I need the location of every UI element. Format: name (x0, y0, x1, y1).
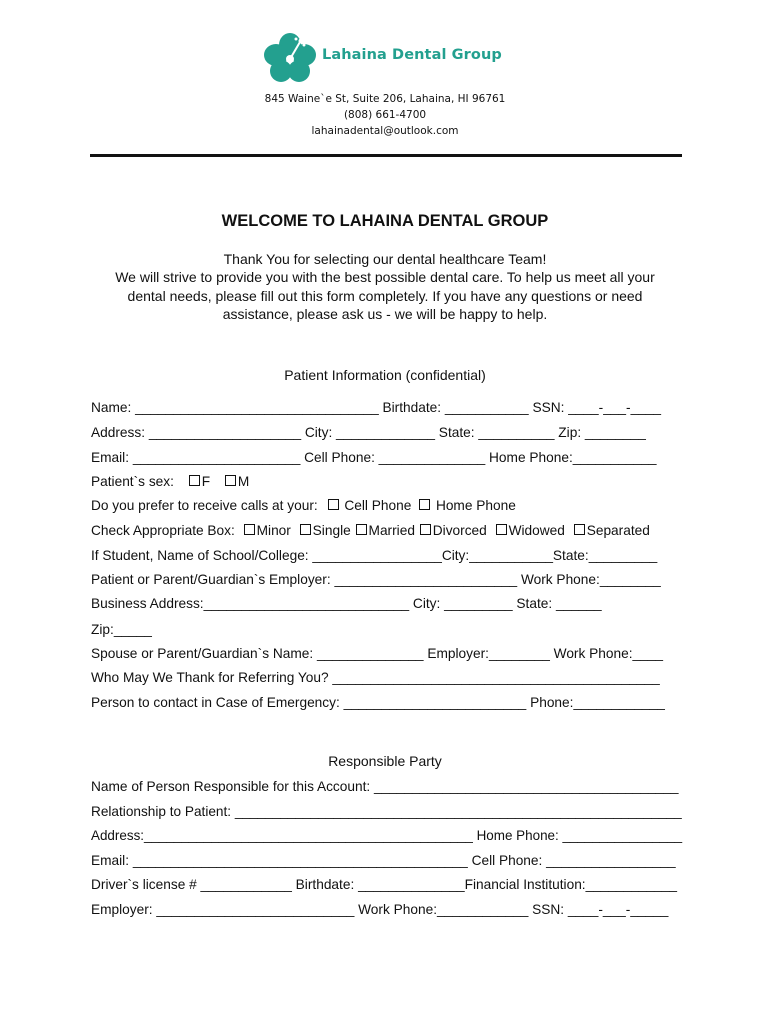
business-address-row[interactable]: Business Address:___________________________ City: _________ State: ______ (91, 596, 602, 611)
referral-row[interactable]: Who May We Thank for Referring You? ___________________________________________ (91, 670, 660, 685)
widowed-option: Widowed (508, 523, 565, 538)
home-phone-option: Home Phone (435, 498, 516, 513)
marital-status-row (91, 523, 650, 538)
separated-checkbox[interactable] (574, 524, 585, 535)
call-preference-label: Do you prefer to receive calls at your: (91, 498, 318, 513)
brand-name: Lahaina Dental Group (322, 47, 502, 63)
intro-text (80, 250, 690, 323)
intro-line: We will strive to provide you with the best possible dental care. To help us meet all your (115, 269, 655, 286)
patient-section-heading: Patient Information (confidential) (284, 367, 486, 383)
emergency-contact-row[interactable]: Person to contact in Case of Emergency: ________________________ Phone:____________ (91, 695, 665, 710)
practice-email: lahainadental@outlook.com (311, 125, 459, 137)
responsible-name-row[interactable]: Name of Person Responsible for this Account: ________________________________________ (91, 779, 679, 794)
married-option: Married (368, 523, 415, 538)
responsible-email-row[interactable]: Email: ____________________________________________ Cell Phone: _________________ (91, 853, 676, 868)
cell-phone-checkbox[interactable] (328, 499, 339, 510)
married-checkbox[interactable] (356, 524, 367, 535)
single-checkbox[interactable] (300, 524, 311, 535)
intro-line: assistance, please ask us - we will be happy to help. (222, 305, 548, 322)
sex-female-checkbox[interactable] (189, 475, 200, 486)
business-zip-row[interactable]: Zip:_____ (91, 622, 152, 637)
patient-name-row[interactable]: Name: ________________________________ Birthdate: ___________ SSN: ____-___-____ (91, 400, 662, 415)
responsible-employer-row[interactable]: Employer: __________________________ Work Phone:____________ SSN: ____-___-_____ (91, 902, 669, 917)
student-school-row[interactable]: If Student, Name of School/College: _________________City:___________State:_________ (91, 548, 658, 563)
patient-employer-row[interactable]: Patient or Parent/Guardian`s Employer: ________________________ Work Phone:________ (91, 572, 661, 587)
minor-checkbox[interactable] (244, 524, 255, 535)
cell-phone-option: Cell Phone (344, 498, 412, 513)
separated-option: Separated (586, 523, 650, 538)
hibiscus-flower-icon (262, 32, 318, 84)
brand-logo (262, 32, 502, 84)
home-phone-checkbox[interactable] (419, 499, 430, 510)
divorced-checkbox[interactable] (420, 524, 431, 535)
intro-line: dental needs, please fill out this form completely. If you have any questions or need (127, 287, 643, 304)
widowed-checkbox[interactable] (496, 524, 507, 535)
marital-status-label: Check Appropriate Box: (91, 523, 235, 538)
sex-male-checkbox[interactable] (225, 475, 236, 486)
relationship-row[interactable]: Relationship to Patient: ___________________________________________________________ (91, 804, 682, 819)
responsible-section-heading: Responsible Party (328, 753, 442, 769)
page-title: WELCOME TO LAHAINA DENTAL GROUP (221, 212, 549, 230)
sex-label: Patient`s sex: (91, 474, 174, 489)
spouse-guardian-row[interactable]: Spouse or Parent/Guardian`s Name: ______________ Employer:________ Work Phone:____ (91, 646, 663, 661)
patient-email-row[interactable]: Email: ______________________ Cell Phone: ______________ Home Phone:___________ (91, 450, 657, 465)
patient-address-row[interactable]: Address: ____________________ City: _____________ State: __________ Zip: ________ (91, 425, 646, 440)
responsible-address-row[interactable]: Address:____________________________________________ Home Phone: ________________ (91, 828, 683, 843)
practice-address: 845 Waine`e St, Suite 206, Lahaina, HI 96761 (264, 93, 506, 105)
call-preference-row (91, 498, 516, 513)
drivers-license-row[interactable]: Driver`s license # ____________ Birthdate: ______________Financial Institution:____________ (91, 877, 677, 892)
intro-line: Thank You for selecting our dental healthcare Team! (223, 251, 547, 267)
divorced-option: Divorced (432, 523, 487, 538)
header-divider (90, 154, 682, 157)
minor-option: Minor (256, 523, 291, 538)
sex-female-label: F (201, 474, 211, 489)
sex-male-label: M (237, 474, 250, 489)
patient-sex-row (91, 474, 249, 489)
practice-phone: (808) 661-4700 (343, 109, 427, 121)
single-option: Single (312, 523, 351, 538)
